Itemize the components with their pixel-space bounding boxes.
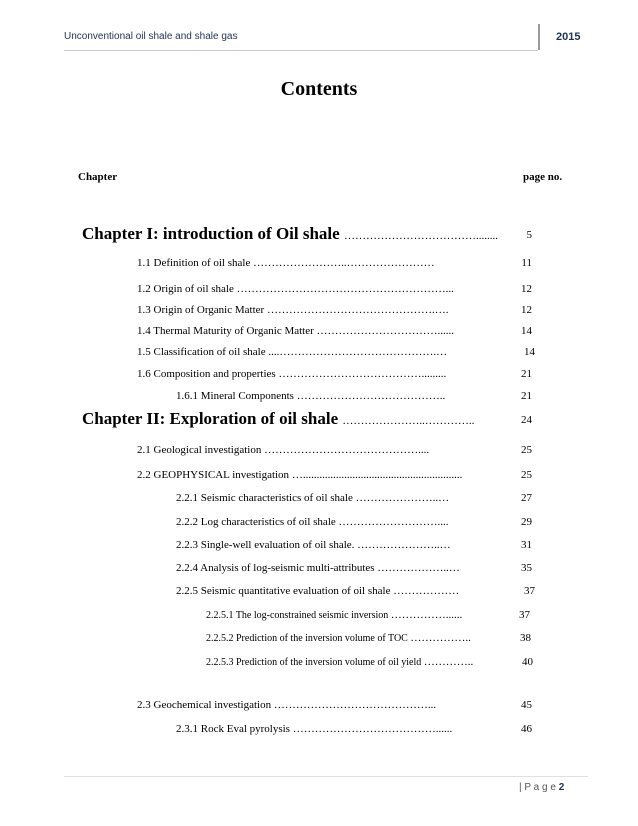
toc-leader: ………………………………….. bbox=[296, 390, 446, 402]
chapter-column-heading: Chapter bbox=[78, 171, 118, 183]
toc-entry-text: 1.6.1 Mineral Components bbox=[176, 390, 294, 402]
toc-entry-text: Chapter I: introduction of Oil shale bbox=[82, 224, 340, 243]
toc-entry-text: 2.2.5.3 Prediction of the inversion volume of oil yield bbox=[206, 657, 422, 668]
toc-page-number: 38 bbox=[520, 632, 531, 644]
toc-entry-text: 2.3.1 Rock Eval pyrolysis bbox=[176, 723, 290, 735]
toc-entry-text: 2.2.1 Seismic characteristics of oil shale bbox=[176, 492, 353, 504]
toc-leader: ………….. bbox=[423, 656, 474, 668]
toc-page-number: 45 bbox=[521, 699, 532, 711]
header-year: 2015 bbox=[556, 31, 581, 43]
toc-leader: ……………………………………... bbox=[273, 699, 437, 711]
footer-page-number: 2 bbox=[558, 782, 565, 793]
toc-entry bbox=[176, 492, 449, 504]
toc-page-number: 40 bbox=[522, 656, 533, 668]
toc-page-number: 46 bbox=[521, 723, 532, 735]
toc-page-number: 14 bbox=[524, 346, 535, 358]
toc-entry bbox=[206, 656, 473, 668]
page-column-heading: page no. bbox=[523, 171, 563, 183]
toc-page-number: 11 bbox=[521, 257, 532, 269]
toc-leader: …………………..… bbox=[355, 492, 450, 504]
toc-leader: ……………… bbox=[393, 585, 460, 597]
toc-entry bbox=[176, 585, 459, 597]
toc-page-number: 35 bbox=[521, 562, 532, 574]
toc-entry bbox=[82, 224, 498, 244]
toc-page-number: 12 bbox=[521, 283, 532, 295]
toc-leader: ……………………….... bbox=[338, 516, 449, 528]
toc-leader: ….......................................................... bbox=[291, 469, 463, 481]
toc-page-number: 5 bbox=[526, 229, 532, 241]
toc-page-number: 21 bbox=[521, 368, 532, 380]
toc-leader: …………………………………...... bbox=[292, 723, 453, 735]
toc-entry-text: 2.2.3 Single-well evaluation of oil shale. bbox=[176, 539, 355, 551]
toc-page-number: 37 bbox=[524, 585, 535, 597]
toc-entry-text: 2.2 GEOPHYSICAL investigation bbox=[137, 469, 290, 481]
toc-entry bbox=[206, 609, 462, 621]
toc-entry-text: 2.2.2 Log characteristics of oil shale bbox=[176, 516, 336, 528]
toc-leader: …………………………………….... bbox=[264, 444, 430, 456]
toc-page-number: 14 bbox=[521, 325, 532, 337]
toc-leader: …………………..… bbox=[357, 539, 451, 551]
toc-entry-text: 1.6 Composition and properties bbox=[137, 368, 276, 380]
toc-entry bbox=[137, 325, 454, 337]
toc-entry-text: 2.2.5 Seismic quantitative evaluation of oil shale bbox=[176, 585, 391, 597]
toc-entry bbox=[137, 699, 436, 711]
toc-entry-text: 2.1 Geological investigation bbox=[137, 444, 262, 456]
toc-page-number: 29 bbox=[521, 516, 532, 528]
toc-page-number: 25 bbox=[521, 444, 532, 456]
toc-leader: …………….. bbox=[410, 632, 471, 644]
toc-entry-text: 2.2.5.2 Prediction of the inversion volume of TOC bbox=[206, 633, 408, 644]
toc-entry bbox=[176, 390, 445, 402]
toc-entry-text: 1.1 Definition of oil shale bbox=[137, 257, 251, 269]
toc-entry bbox=[176, 516, 449, 528]
toc-leader: ……………………..…………………… bbox=[253, 257, 435, 269]
toc-entry bbox=[137, 444, 429, 456]
toc-entry-text: 1.5 Classification of oil shale bbox=[137, 346, 266, 358]
toc-entry-text: 1.3 Origin of Organic Matter bbox=[137, 304, 265, 316]
toc-entry bbox=[176, 723, 452, 735]
toc-entry-text: 2.2.4 Analysis of log-seismic multi-attributes bbox=[176, 562, 375, 574]
toc-entry bbox=[206, 632, 471, 644]
toc-entry bbox=[176, 562, 460, 574]
toc-leader: ……………...... bbox=[390, 609, 463, 621]
toc-entry-text: 1.4 Thermal Maturity of Organic Matter bbox=[137, 325, 314, 337]
toc-entry bbox=[137, 257, 435, 269]
toc-leader: …………………..………….. bbox=[342, 415, 475, 427]
toc-entry bbox=[137, 469, 462, 481]
toc-leader: ....…………………………………….… bbox=[268, 346, 448, 358]
toc-page-number: 24 bbox=[521, 414, 532, 426]
toc-entry-text: 2.2.5.1 The log-constrained seismic inversion bbox=[206, 610, 389, 621]
toc-page-number: 37 bbox=[519, 609, 530, 621]
page-footer: | P a g e 2 bbox=[519, 782, 565, 793]
toc-entry-text: 2.3 Geochemical investigation bbox=[137, 699, 272, 711]
toc-page-number: 21 bbox=[521, 390, 532, 402]
toc-leader: ……………………………………….…. bbox=[266, 304, 449, 316]
toc-entry-text: 1.2 Origin of oil shale bbox=[137, 283, 234, 295]
toc-leader: ……………………………...... bbox=[316, 325, 455, 337]
toc-page-number: 31 bbox=[521, 539, 532, 551]
toc-entry bbox=[137, 368, 446, 380]
header-divider bbox=[538, 24, 540, 50]
toc-leader: …………………………………......... bbox=[278, 368, 447, 380]
toc-page-number: 12 bbox=[521, 304, 532, 316]
toc-leader: ………………………………........ bbox=[343, 230, 498, 242]
header-rule bbox=[64, 50, 538, 51]
footer-label: P a g e bbox=[524, 782, 556, 793]
toc-leader: …………………………………………………... bbox=[236, 283, 454, 295]
toc-entry bbox=[137, 346, 447, 358]
contents-title: Contents bbox=[280, 78, 358, 100]
toc-entry bbox=[137, 304, 448, 316]
toc-entry bbox=[82, 409, 474, 429]
toc-entry-text: Chapter II: Exploration of oil shale bbox=[82, 409, 339, 428]
toc-entry bbox=[137, 283, 454, 295]
toc-page-number: 25 bbox=[521, 469, 532, 481]
toc-entry bbox=[176, 539, 451, 551]
footer-rule bbox=[64, 776, 588, 777]
toc-leader: ………………..… bbox=[377, 562, 460, 574]
header-title: Unconventional oil shale and shale gas bbox=[64, 31, 238, 42]
toc-page-number: 27 bbox=[521, 492, 532, 504]
